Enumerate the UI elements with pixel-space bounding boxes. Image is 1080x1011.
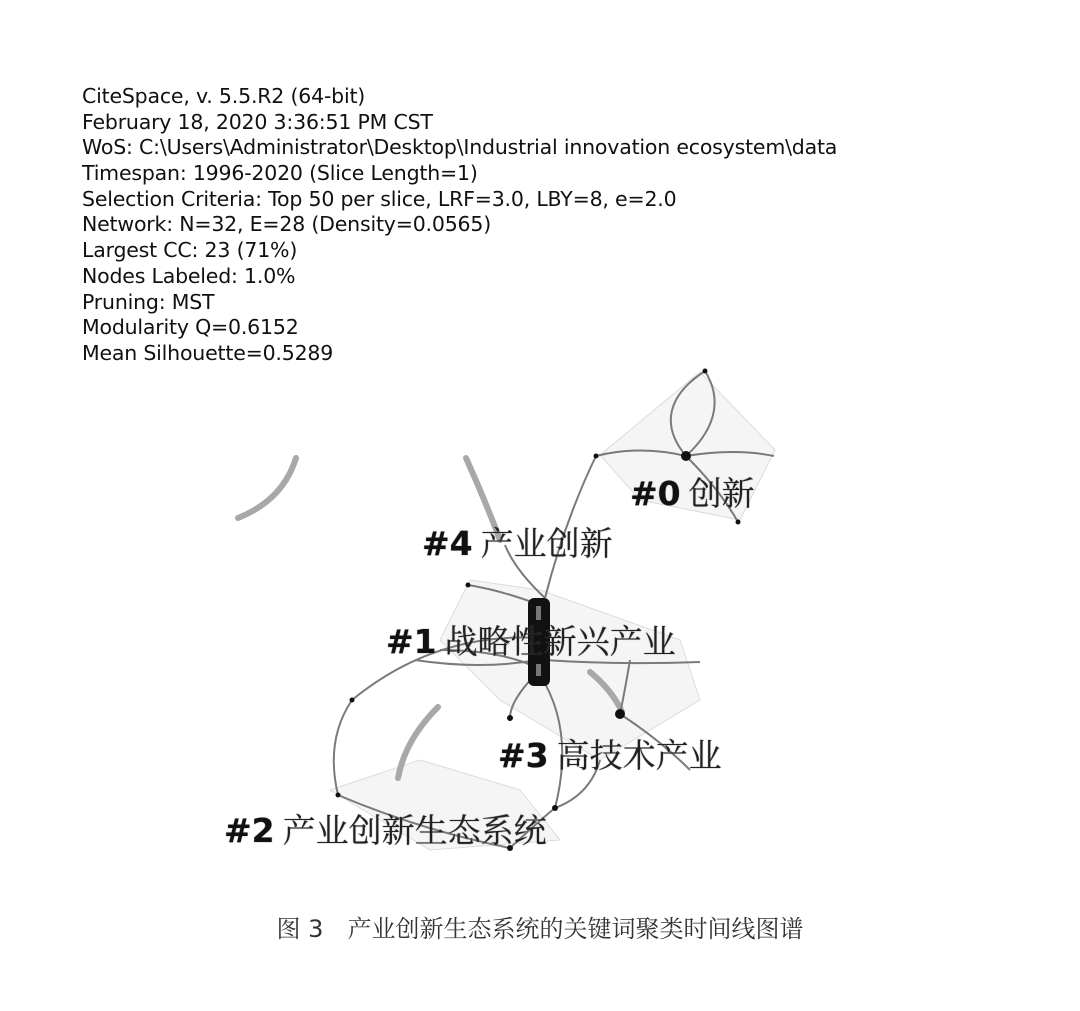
info-line-modularity: Modularity Q=0.6152 <box>82 315 299 340</box>
figure-number: 图 3 <box>276 915 324 943</box>
node <box>594 454 599 459</box>
info-line-pruning: Pruning: MST <box>82 289 215 314</box>
edge <box>334 700 352 795</box>
cluster-id: #2 <box>224 811 275 850</box>
info-line-version: CiteSpace, v. 5.5.R2 (64-bit) <box>82 84 366 108</box>
hub-node-highlight <box>536 606 541 620</box>
info-line-silhouette: Mean Silhouette=0.5289 <box>82 340 334 365</box>
node <box>552 805 558 811</box>
cluster-label-4 <box>422 526 613 562</box>
info-line-timespan: Timespan: 1996-2020 (Slice Length=1) <box>82 161 478 186</box>
node <box>736 520 741 525</box>
info-line-selection-criteria: Selection Criteria: Top 50 per slice, LRF=3.0, LBY=8, e=2.0 <box>82 186 677 211</box>
cluster-name: 高技术产业 <box>556 736 722 775</box>
info-line-network-size: Network: N=32, E=28 (Density=0.0565) <box>82 212 492 237</box>
node <box>681 451 691 461</box>
cluster-arc-left <box>238 458 296 518</box>
cluster-label-2 <box>224 813 547 849</box>
node <box>466 583 471 588</box>
cluster-name: 产业创新生态系统 <box>282 811 547 850</box>
cluster-name: 产业创新 <box>480 524 613 563</box>
node <box>336 793 341 798</box>
cluster-label-0 <box>630 476 755 512</box>
info-line-nodes-labeled: Nodes Labeled: 1.0% <box>82 263 296 288</box>
info-line-largest-component: Largest CC: 23 (71%) <box>82 238 298 263</box>
info-line-timestamp: February 18, 2020 3:36:51 PM CST <box>82 109 433 134</box>
node <box>350 698 355 703</box>
cluster-hull-1 <box>440 580 700 760</box>
cluster-label-3 <box>498 738 722 774</box>
node <box>615 709 625 719</box>
cluster-id: #1 <box>386 622 437 661</box>
cluster-name: 创新 <box>688 474 755 513</box>
info-line-source-path: WoS: C:\Users\Administrator\Desktop\Industrial innovation ecosystem\data <box>82 135 838 160</box>
cluster-id: #0 <box>630 474 681 513</box>
cluster-id: #3 <box>498 736 549 775</box>
figure-caption <box>0 909 1080 944</box>
cluster-name: 战略性新兴产业 <box>444 622 676 661</box>
node <box>703 369 708 374</box>
node <box>507 715 513 721</box>
hub-node-highlight <box>536 664 541 676</box>
cluster-label-1 <box>386 624 676 660</box>
figure-title: 产业创新生态系统的关键词聚类时间线图谱 <box>347 915 804 943</box>
cluster-id: #4 <box>422 524 473 563</box>
